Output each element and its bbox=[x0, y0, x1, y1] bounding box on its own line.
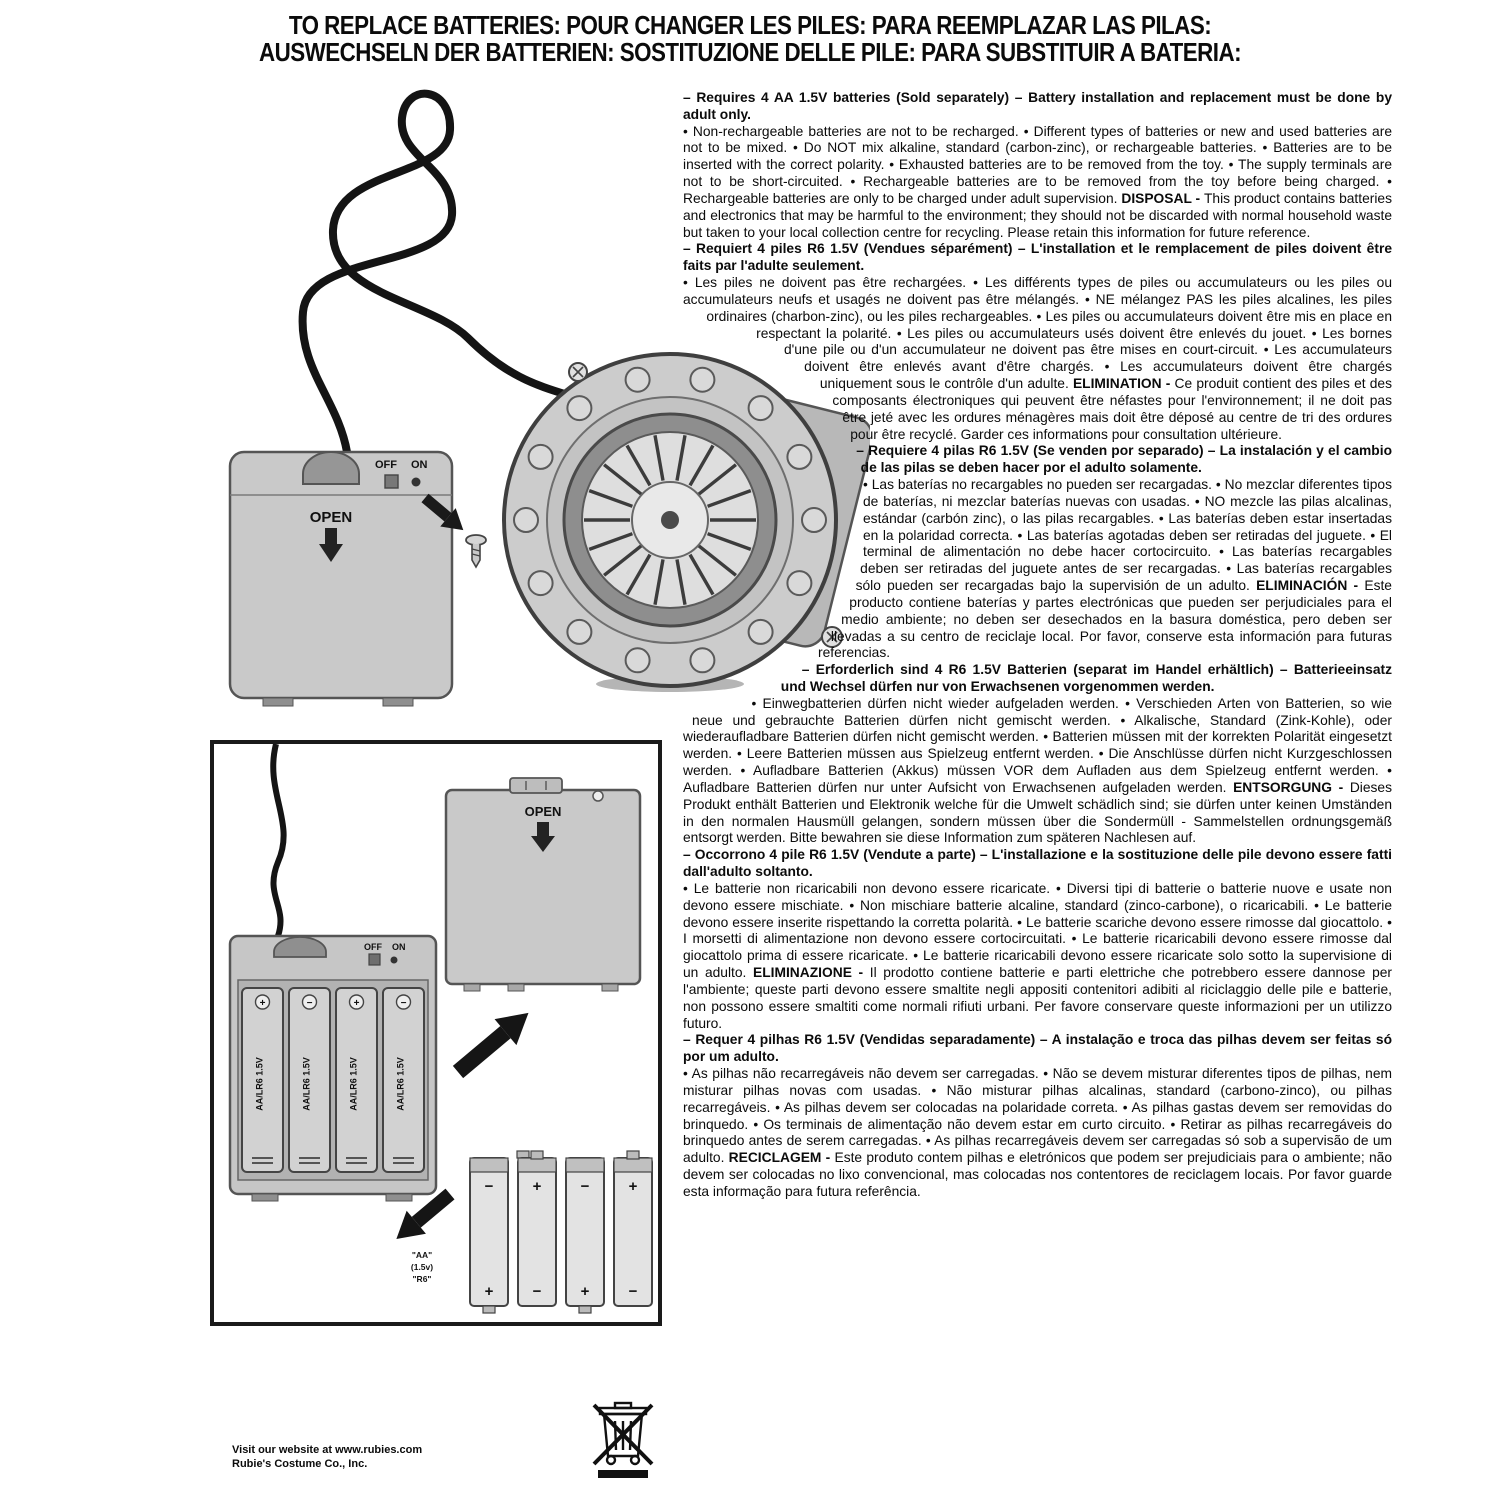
polarity-sign: + bbox=[532, 1178, 542, 1195]
screw-icon-top bbox=[569, 363, 587, 381]
footer-company: Rubie's Costume Co., Inc. bbox=[232, 1457, 368, 1470]
polarity-sign: + bbox=[353, 998, 360, 1009]
page-title bbox=[105, 12, 1395, 66]
holder-cell-3 bbox=[336, 988, 377, 1172]
polarity-sign: − bbox=[628, 1283, 638, 1300]
holder-cord-path bbox=[273, 744, 283, 936]
cell-label: AA/LR6 1.5V bbox=[395, 1057, 406, 1111]
page-title-line1: TO REPLACE BATTERIES: POUR CHANGER LES PILES: PARA REEMPLAZAR LAS PILAS: bbox=[288, 10, 1212, 40]
polarity-sign: + bbox=[259, 998, 266, 1009]
section-heading-fr: – Requiert 4 piles R6 1.5V (Vendues séparément) – L'installation et le remplacement de piles doivent être faits par l'adulte seulement. bbox=[683, 241, 1392, 274]
battery-installation-figure bbox=[210, 740, 662, 1326]
battery-installation-svg bbox=[214, 744, 658, 1322]
section-heading-it: – Occorrono 4 pile R6 1.5V (Vendute a parte) – L'installazione e la sostituzione delle pile devono essere fatti dall'adulto soltanto. bbox=[683, 847, 1392, 880]
page-title-line2: AUSWECHSELN DER BATTERIEN: SOSTITUZIONE DELLE PILE: PARA SUBSTITUIR A BATERIA: bbox=[258, 37, 1242, 67]
polarity-sign: − bbox=[580, 1178, 590, 1195]
section-heading-pt: – Requer 4 pilhas R6 1.5V (Vendidas separadamente) – A instalação e troca das pilhas devem ser feitas só por um adulto. bbox=[683, 1032, 1392, 1065]
aa-battery-2 bbox=[517, 1151, 556, 1306]
cover-latch-tab[interactable] bbox=[510, 778, 562, 793]
footer-website: Visit our website at www.rubies.com bbox=[232, 1444, 423, 1456]
polarity-sign: + bbox=[628, 1178, 638, 1195]
section-body-de: • Einwegbatterien dürfen nicht wieder aufgeladen werden. • Verschieden Arten von Batterien, so wie neue und gebrauchte Batterien dürfen nicht gemischt werden. • Alkalische, Standard (Zink-Kohle), oder wiederaufladbare Batterien dürfen nicht gemischt werden. • Batterien müssen mit der korrekten Polarität eingesetzt werden. • Leere Batterien müssen aus Spielzeug entfernt werden. • Die Anschlüsse dürfen nicht Kurzgeschlossen werden. • Aufladbare Batterien (Akkus) müssen VOR dem Aufladen aus dem Spielzeug entfernt werden. • Aufladbare Batterien dürfen nur unter Aufsicht von Erwachsenen aufgeladen werden. ENTSORGUNG - Dieses Produkt enthält Batterien und Elektronik welche für die Umwelt schädlich sind; sie dürfen unter keinen Umständen in den normalen Hausmüll gelangen, sondern müssen über die Sondermüll - Sammelstellen ordnungsgemäß entsorgt werden. Bitte bewahren sie diese Information zum späteren Nachlesen auf. bbox=[683, 695, 1392, 846]
battery-cover bbox=[446, 778, 640, 991]
section-heading-es: – Requiere 4 pilas R6 1.5V (Se venden por separado) – La instalación y el cambio de las pilas se deben hacer por el adulto solamente. bbox=[856, 443, 1392, 476]
off-label: OFF bbox=[364, 942, 382, 952]
section-heading-de: – Erforderlich sind 4 R6 1.5V Batterien (separat im Handel erhältlich) – Batterieeinsatz und Wechsel dürfen nur von Erwachsenen vorgenommen werden. bbox=[780, 662, 1392, 694]
polarity-sign: + bbox=[484, 1283, 494, 1300]
install-direction-arrow bbox=[447, 1000, 539, 1085]
section-body-en: • Non-rechargeable batteries are not to be recharged. • Different types of batteries or new and used batteries are not to be mixed. • Do NOT mix alkaline, standard (carbon-zinc), or rechargeable batteries. • Batteries are to be inserted with the correct polarity. • Exhausted batteries are to be removed from the toy. • The supply terminals are not to be short-circuited. • Rechargeable batteries are to be removed from the toy before being charged. • Rechargeable batteries are only to be charged under adult supervision. DISPOSAL - This product contains batteries and electronics that may be harmful to the environment; they should not be discarded with normal household waste but taken to your local collection centre for recycling. Please retain this information for future reference. bbox=[683, 123, 1392, 240]
cell-label: AA/LR6 1.5V bbox=[301, 1057, 312, 1111]
power-jack-hole bbox=[412, 478, 421, 487]
open-label: OPEN bbox=[524, 804, 562, 819]
holder-cell-4 bbox=[383, 988, 424, 1172]
section-heading-en: – Requires 4 AA 1.5V batteries (Sold separately) – Battery installation and replacement must be done by adult only. bbox=[683, 90, 1392, 122]
polarity-sign: − bbox=[532, 1283, 542, 1300]
holder-cell-1 bbox=[242, 988, 283, 1172]
power-jack-hole bbox=[391, 957, 398, 964]
polarity-sign: − bbox=[306, 998, 313, 1009]
section-body-fr: • Les piles ne doivent pas être rechargées. • Les différents types de piles ou accumulateurs ou les piles ou accumulateurs neufs et usagés ne doivent pas être mélangés. • NE mélangez PAS les piles alcalines, les piles ordinaires (charbon-zinc), ou les piles rechargeables. • Les piles ou accumulateurs doivent être mis en place en respectant la polarité. • Les piles ou accumulateurs usés doivent être enlevés du jouet. • Les bornes d'une pile ou d'un accumulateur ne doivent pas être mises en court-circuit. • Les accumulateurs doivent être enlevés avant d'être chargés. • Les accumulateurs doivent être chargés uniquement sous le contrôle d'un adulte. ELIMINATION - Ce produit contient des piles et des composants électroniques qui peuvent être néfastes pour l'environnement; il ne doit pas être jeté avec les ordures ménagères mais doit être déposé au centre de tri des ordures pour être recyclé. Garder ces informations pour consultation ultérieure. bbox=[683, 275, 1392, 442]
section-body-es: • Las baterías no recargables no pueden ser recargadas. • No mezclar diferentes tipos de baterías, ni mezclar baterías nuevas con usadas. • NO mezcle las pilas alcalinas, estándar (carbón zinc), o las pilas recargables. • Las baterías deben estar insertadas en la polaridad correcta. • Las baterías agotadas deben ser retiradas del juguete. • El terminal de alimentación no debe hacer cortocircuito. • Las baterías recargables deben ser retiradas del juguete antes de ser recargadas. • Las baterías recargables sólo pueden ser recargadas bajo la supervisión de un adulto. ELIMINACIÓN - Este producto contiene baterías y partes electrónicas que pueden ser perjudiciales para el medio ambiente; no deben ser desechados en la basura doméstica, pero deben ser llevadas a su centro de reciclaje local. Por favor, conserve esta información para futuras referencias. bbox=[818, 477, 1392, 661]
weee-crossed-bin-icon bbox=[588, 1396, 658, 1482]
loose-batteries bbox=[470, 1151, 652, 1313]
cell-label: AA/LR6 1.5V bbox=[348, 1057, 359, 1111]
instructions-text bbox=[683, 90, 1392, 1201]
svg-text:"R6": "R6" bbox=[412, 1274, 432, 1284]
footer bbox=[232, 1444, 422, 1471]
polarity-sign: + bbox=[580, 1283, 590, 1300]
power-switch[interactable] bbox=[369, 954, 380, 965]
on-label: ON bbox=[411, 459, 428, 471]
battery-holder bbox=[230, 936, 436, 1201]
cover-screw-hole bbox=[593, 791, 603, 801]
aa-battery-1 bbox=[470, 1158, 508, 1313]
battery-pack-diagram bbox=[225, 440, 490, 710]
section-body-it: • Le batterie non ricaricabili non devono essere ricaricate. • Diversi tipi di batterie o batterie nuove e usate non devono essere mischiate. • Non mischiare batterie alcaline, standard (zinco-carbone), o ricaricabili. • Le batterie devono essere inserite rispettando la corretta polarità. • Le batterie scariche devono essere rimosse dal giocattolo. • I morsetti di alimentazione non devono essere cortocircuitati. • Le batterie ricaricabili devono essere rimosse dal giocattolo prima di essere ricaricate. • Le batterie ricaricabili devono essere ricaricate solo sotto la supervisione di un adulto. ELIMINAZIONE - Il prodotto contiene batterie e parti elettriche che potrebbero essere dannose per l'ambiente; queste parti devono essere smaltite negli appositi contenitori adibiti al riciclaggio delle pile e batterie, non possono essere smaltiti come normali rifiuti urbani. Per favore conservare queste informazioni per un utilizzo futuro. bbox=[683, 880, 1393, 1031]
aa-battery-4 bbox=[614, 1151, 652, 1306]
svg-text:"AA": "AA" bbox=[411, 1250, 433, 1260]
section-body-pt: • As pilhas não recarregáveis não devem ser carregadas. • Não se devem misturar diferentes tipos de pilhas, nem misturar pilhas novas com usadas. • Não misturar pilhas alcalinas, standard (carbono-zinco), ou pilhas recarregáveis. • As pilhas devem ser colocadas na polaridade correta. • As pilhas gastas devem ser removidas do brinquedo. • Os terminais de alimentação não devem estar em curto circuito. • Retirar as pilhas recarregáveis do brinquedo antes de serem carregadas. • As pilhas recarregáveis devem ser carregadas só sob a supervisão de um adulto. RECICLAGEM - Este produto contem pilhas e eletrónicos que podem ser prejudiciais para o ambiente; não devem ser colocadas no lixo convencional, mas colocadas nos contentores de reciclagem locais. Por favor guarde esta informação para futura referência. bbox=[683, 1066, 1392, 1199]
polarity-sign: − bbox=[484, 1178, 494, 1195]
polarity-sign: − bbox=[400, 998, 407, 1009]
battery-pack-body bbox=[230, 452, 452, 706]
aa-battery-3 bbox=[566, 1158, 604, 1313]
svg-text:(1.5v): (1.5v) bbox=[410, 1262, 434, 1272]
off-label: OFF bbox=[375, 459, 397, 471]
battery-type-label bbox=[411, 1250, 433, 1284]
holder-cell-2 bbox=[289, 988, 330, 1172]
open-label: OPEN bbox=[309, 509, 353, 526]
power-switch[interactable] bbox=[385, 475, 398, 488]
on-label: ON bbox=[392, 942, 406, 952]
cell-label: AA/LR6 1.5V bbox=[254, 1057, 265, 1111]
